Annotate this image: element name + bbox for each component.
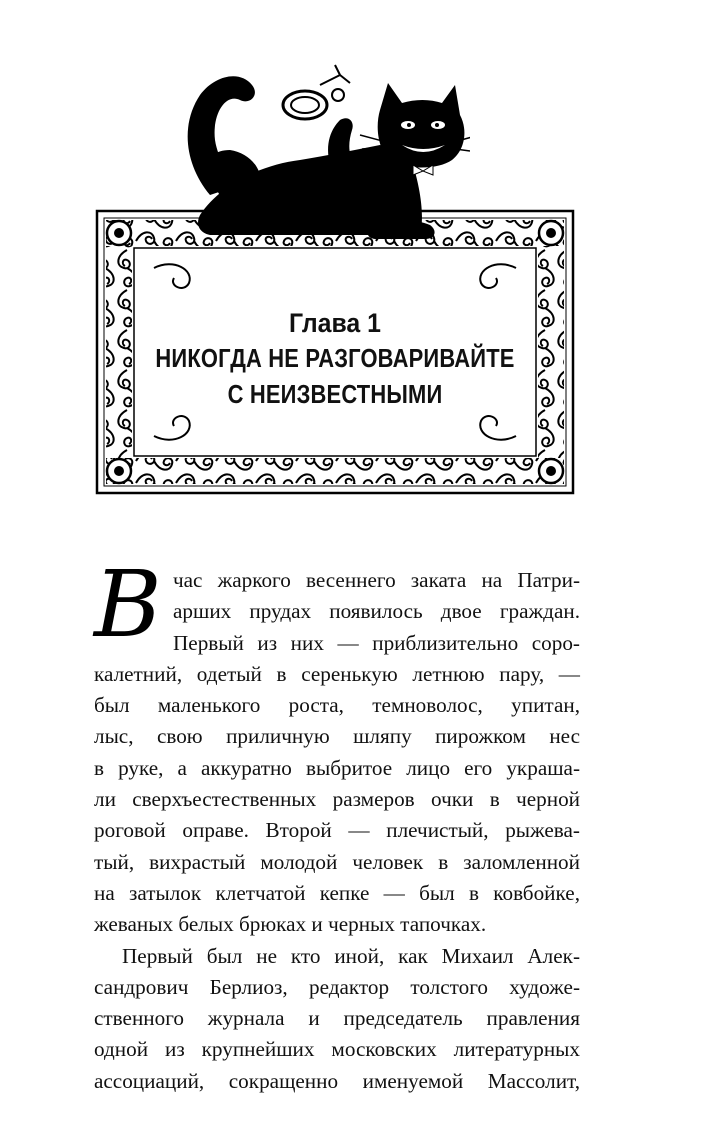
text-line: час жаркого весеннего заката на Патри- (173, 568, 580, 592)
text-line: сандрович Берлиоз, редактор толстого художе- (94, 974, 580, 999)
chapter-number: Глава 1 (289, 308, 381, 338)
text-line: Первый из них — приблизительно соро- (173, 630, 580, 655)
text-line: на затылок клетчатой кепке — был в ковбойке, (94, 880, 580, 905)
text-line: лыс, свою приличную шляпу пирожком нес (94, 724, 580, 749)
text-line: одной из крупнейших московских литературных (94, 1037, 580, 1062)
svg-text:В: В (94, 560, 162, 648)
chapter-title-line-1: НИКОГДА НЕ РАЗГОВАРИВАЙТЕ (155, 345, 515, 373)
text-line: в руке, а аккуратно выбритое лицо его украша- (94, 755, 580, 780)
text-line: Первый был не кто иной, как Михаил Алек- (122, 943, 580, 968)
text-line: роговой оправе. Второй — плечистый, рыжева- (94, 818, 580, 843)
text-line: ственного журнала и председатель правления (94, 1006, 580, 1031)
text-line: калетний, одетый в серенькую летнюю пару, — (94, 661, 580, 686)
text-line: был маленького роста, темноволос, упитан, (94, 693, 580, 718)
text-line: жеваных белых брюках и черных тапочках. (94, 912, 487, 937)
text-line: арших прудах появилось двое граждан. (173, 599, 580, 624)
chapter-title-line-2: С НЕИЗВЕСТНЫМИ (227, 381, 443, 409)
text-line: ассоциаций, сокращенно именуемой Массолит, (94, 1068, 580, 1093)
text-line: ли сверхъестественных размеров очки в черной (94, 787, 580, 812)
body-text (94, 565, 580, 1097)
chapter-heading (120, 305, 550, 413)
text-line: тый, вихрастый молодой человек в заломленной (94, 849, 580, 874)
